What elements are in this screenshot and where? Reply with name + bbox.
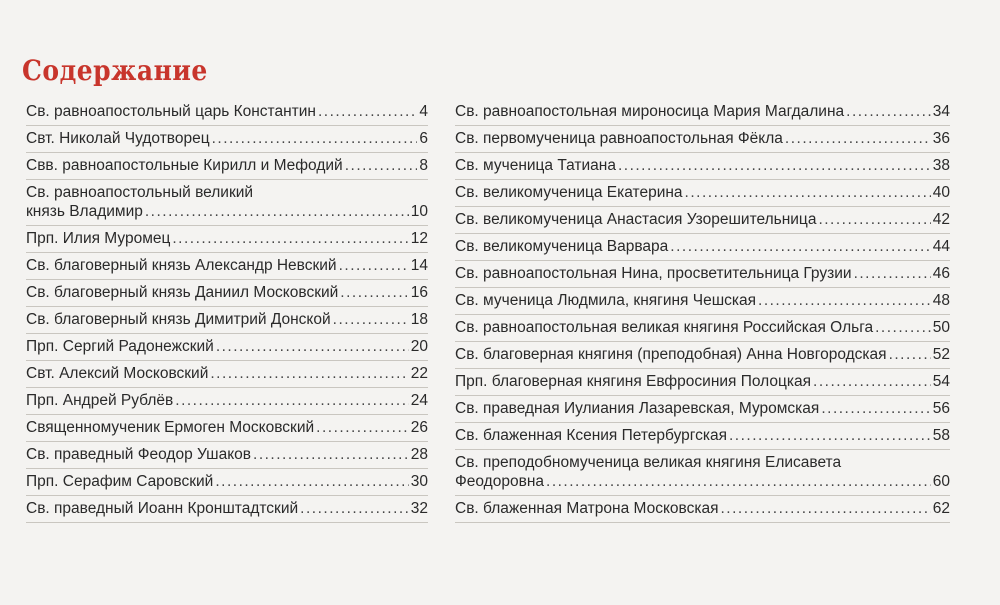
toc-entry-row (455, 291, 950, 310)
toc-entry-page-number: 32 (410, 500, 428, 517)
dot-leader (212, 129, 418, 148)
toc-entry (455, 126, 950, 153)
toc-entry (455, 423, 950, 450)
toc-entry-title: Св. блаженная Ксения Петербургская (455, 427, 727, 444)
toc-entry-row (455, 183, 950, 202)
toc-entry-page-number: 36 (932, 130, 950, 147)
dot-leader (821, 399, 930, 418)
dot-leader (546, 472, 931, 491)
toc-entry-title-line1: Св. равноапостольный великий (26, 184, 254, 201)
dot-leader (685, 183, 931, 202)
toc-entry-row (455, 156, 950, 175)
dot-leader (316, 418, 409, 437)
dot-leader (216, 337, 409, 356)
toc-entry (26, 469, 428, 496)
toc-entry-page-number: 30 (410, 473, 428, 490)
toc-entry (26, 415, 428, 442)
toc-entry-page-number: 52 (932, 346, 950, 363)
toc-entry-row (26, 129, 428, 148)
toc-entry-title: Св. равноапостольная Нина, просветительница Грузии (455, 265, 852, 282)
toc-entry-row (26, 499, 428, 518)
toc-entry-row (455, 102, 950, 121)
toc-entry-page-number: 62 (932, 500, 950, 517)
toc-entry-title: Св. мученица Татиана (455, 157, 616, 174)
toc-entry-title: Прп. благоверная княгиня Евфросиния Полоцкая (455, 373, 812, 390)
toc-entry-page-number: 44 (932, 238, 950, 255)
toc-entry-page-number: 20 (410, 338, 428, 355)
toc-entry-title: Св. равноапостольная мироносица Мария Магдалина (455, 103, 845, 120)
toc-entry-row (455, 129, 950, 148)
toc-entry-page-number: 40 (932, 184, 950, 201)
toc-entry-page-number: 16 (410, 284, 428, 301)
toc-entry-row (455, 210, 950, 229)
toc-entry-page-number: 6 (419, 130, 428, 147)
toc-entry-title: Св. праведная Иулиания Лазаревская, Муромская (455, 400, 820, 417)
toc-entry-page-number: 8 (419, 157, 428, 174)
toc-entry-title: князь Владимир (26, 203, 143, 220)
toc-entry-title: Св. великомученица Анастасия Узорешительница (455, 211, 817, 228)
toc-entry-row (26, 364, 428, 383)
toc-entry-title: Прп. Илия Муромец (26, 230, 171, 247)
dot-leader (889, 345, 931, 364)
toc-title: Содержание (22, 54, 208, 87)
toc-entry-row (26, 445, 428, 464)
toc-entry-title: Прп. Серафим Саровский (26, 473, 214, 490)
toc-entry (455, 207, 950, 234)
toc-entry-page-number: 60 (932, 473, 950, 490)
toc-entry-page-number: 58 (932, 427, 950, 444)
toc-entry (26, 442, 428, 469)
toc-left-column (26, 99, 428, 523)
toc-entry (26, 388, 428, 415)
dot-leader (670, 237, 930, 256)
toc-entry-page-number: 34 (932, 103, 950, 120)
toc-entry-page-number: 50 (932, 319, 950, 336)
toc-entry (26, 361, 428, 388)
toc-entry-row (455, 472, 950, 491)
dot-leader (785, 129, 931, 148)
toc-entry-page-number: 42 (932, 211, 950, 228)
dot-leader (854, 264, 931, 283)
toc-entry (455, 288, 950, 315)
toc-entry (455, 153, 950, 180)
toc-entry-title: Священномученик Ермоген Московский (26, 419, 315, 436)
toc-entry-page-number: 24 (410, 392, 428, 409)
toc-entry-page-number: 54 (932, 373, 950, 390)
toc-entry (26, 334, 428, 361)
toc-entry (26, 180, 428, 226)
toc-entry (26, 153, 428, 180)
dot-leader (145, 202, 409, 221)
toc-entry (26, 126, 428, 153)
toc-entry-row (26, 391, 428, 410)
toc-entry (455, 180, 950, 207)
dot-leader (846, 102, 931, 121)
toc-entry-title: Св. праведный Иоанн Кронштадтский (26, 500, 299, 517)
dot-leader (318, 102, 417, 121)
toc-entry-page-number: 56 (932, 400, 950, 417)
toc-entry-page-number: 14 (410, 257, 428, 274)
toc-entry-row (26, 283, 428, 302)
toc-entry (455, 396, 950, 423)
toc-entry-page-number: 22 (410, 365, 428, 382)
toc-entry-title: Св. великомученица Варвара (455, 238, 669, 255)
dot-leader (339, 256, 409, 275)
toc-entry-row (26, 310, 428, 329)
toc-entry-page-number: 28 (410, 446, 428, 463)
toc-entry-row (455, 264, 950, 283)
toc-entry-page-number: 18 (410, 311, 428, 328)
toc-entry-title: Св. блаженная Матрона Московская (455, 500, 719, 517)
dot-leader (729, 426, 931, 445)
toc-entry-title: Свв. равноапостольные Кирилл и Мефодий (26, 157, 343, 174)
dot-leader (215, 472, 408, 491)
dot-leader (253, 445, 409, 464)
toc-entry (455, 234, 950, 261)
toc-right-column (455, 99, 950, 523)
toc-entry-row (26, 337, 428, 356)
toc-entry-title: Св. благоверный князь Димитрий Донской (26, 311, 331, 328)
dot-leader (172, 229, 408, 248)
toc-entry-title: Феодоровна (455, 473, 545, 490)
toc-entry-row (26, 472, 428, 491)
toc-entry-title: Св. великомученица Екатерина (455, 184, 683, 201)
toc-entry-row (26, 256, 428, 275)
toc-entry-row (455, 499, 950, 518)
toc-entry (26, 99, 428, 126)
toc-entry-title: Св. благоверная княгиня (преподобная) Анна Новгородская (455, 346, 887, 363)
toc-entry-row (455, 345, 950, 364)
toc-entry (455, 496, 950, 523)
dot-leader (813, 372, 931, 391)
toc-entry-row (455, 237, 950, 256)
dot-leader (300, 499, 409, 518)
toc-entry-row (455, 426, 950, 445)
toc-entry-page-number: 46 (932, 265, 950, 282)
toc-entry (26, 253, 428, 280)
toc-entry-title: Св. праведный Феодор Ушаков (26, 446, 252, 463)
toc-entry (455, 315, 950, 342)
dot-leader (818, 210, 930, 229)
toc-entry-title: Св. благоверный князь Даниил Московский (26, 284, 339, 301)
toc-entry-page-number: 4 (419, 103, 428, 120)
toc-entry-title: Св. первомученица равноапостольная Фёкла (455, 130, 783, 147)
toc-entry-page-number: 38 (932, 157, 950, 174)
toc-entry-row (26, 156, 428, 175)
dot-leader (345, 156, 418, 175)
dot-leader (210, 364, 408, 383)
dot-leader (340, 283, 408, 302)
dot-leader (333, 310, 409, 329)
toc-entry-title: Св. благоверный князь Александр Невский (26, 257, 337, 274)
toc-entry (455, 369, 950, 396)
dot-leader (875, 318, 931, 337)
toc-entry (455, 450, 950, 496)
toc-entry (455, 261, 950, 288)
toc-entry-page-number: 10 (410, 203, 428, 220)
toc-entry-row (455, 318, 950, 337)
toc-entry-row (455, 399, 950, 418)
toc-entry-row (455, 372, 950, 391)
toc-entry-title: Св. равноапостольный царь Константин (26, 103, 316, 120)
toc-entry-row (26, 102, 428, 121)
toc-entry (455, 342, 950, 369)
toc-entry (26, 307, 428, 334)
toc-entry-row (26, 229, 428, 248)
toc-entry-title: Прп. Сергий Радонежский (26, 338, 214, 355)
toc-entry-row (26, 202, 428, 221)
toc-entry-title-line1: Св. преподобномученица великая княгиня Елисавета (455, 454, 842, 471)
toc-entry-title: Свт. Алексий Московский (26, 365, 209, 382)
toc-entry (26, 280, 428, 307)
toc-entry-page-number: 48 (932, 292, 950, 309)
dot-leader (721, 499, 931, 518)
toc-entry-title: Свт. Николай Чудотворец (26, 130, 210, 147)
toc-entry (455, 99, 950, 126)
dot-leader (758, 291, 931, 310)
dot-leader (618, 156, 931, 175)
toc-entry-title: Св. равноапостольная великая княгиня Российская Ольга (455, 319, 874, 336)
dot-leader (175, 391, 408, 410)
toc-entry-title: Св. мученица Людмила, княгиня Чешская (455, 292, 757, 309)
toc-entry-page-number: 26 (410, 419, 428, 436)
toc-entry-row (26, 418, 428, 437)
toc-entry (26, 226, 428, 253)
toc-entry (26, 496, 428, 523)
toc-entry-title: Прп. Андрей Рублёв (26, 392, 174, 409)
toc-entry-page-number: 12 (410, 230, 428, 247)
